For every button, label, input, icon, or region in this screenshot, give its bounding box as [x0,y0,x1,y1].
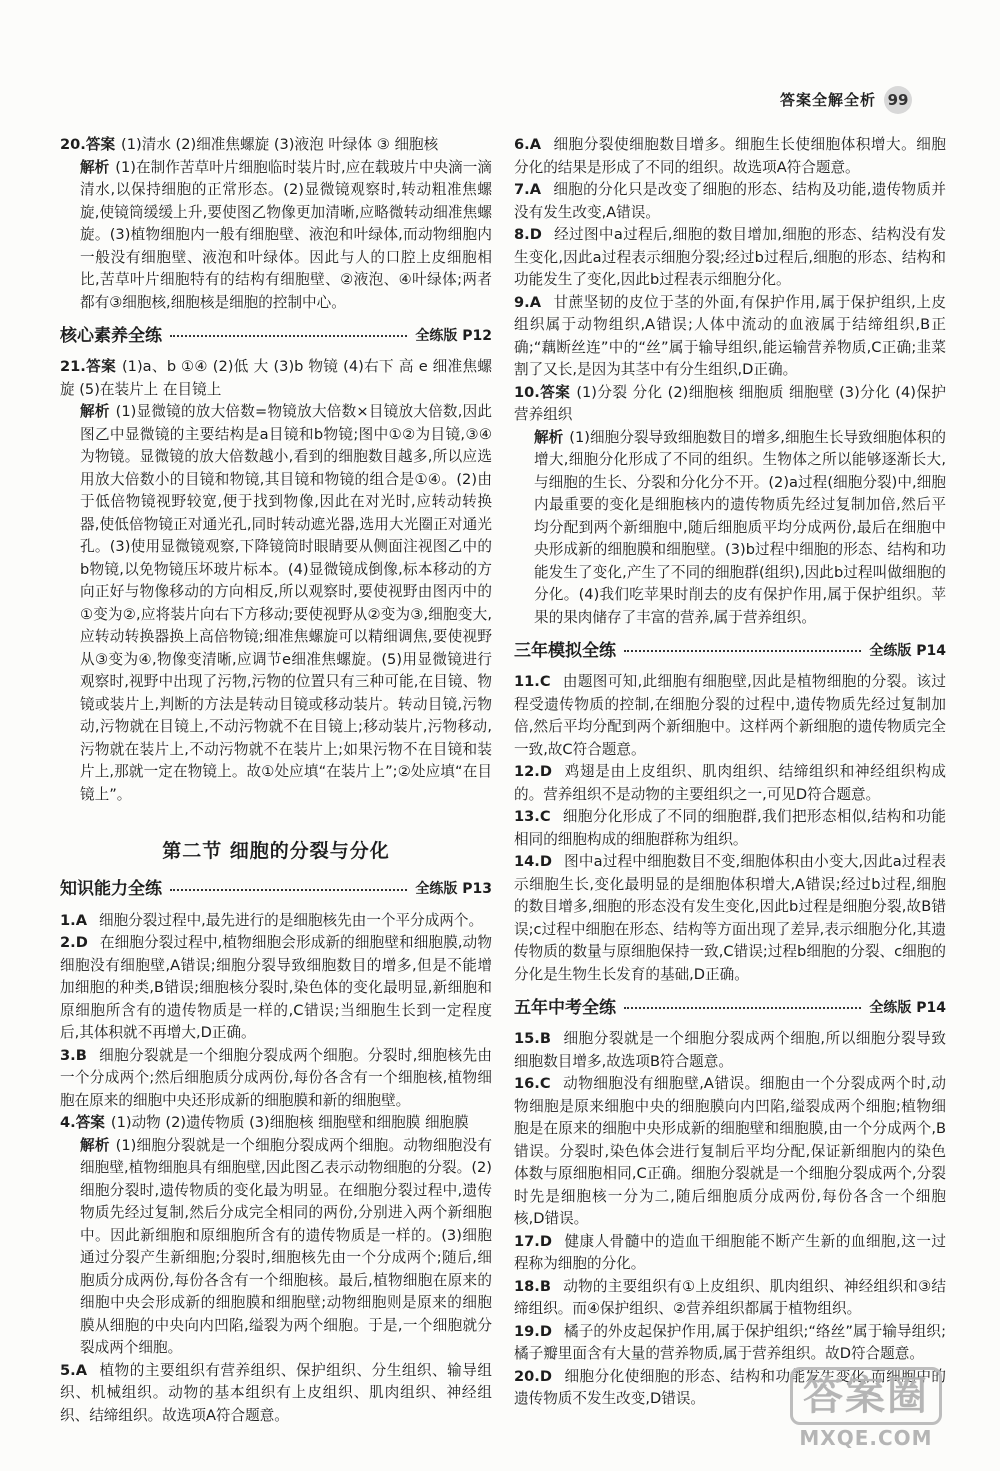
answer-20 [60,134,492,157]
section-header-three-year [514,638,946,664]
answer-19 [514,1321,946,1366]
answer-text: 健康人骨髓中的造血干细胞能不断产生新的血细胞,这一过程称为细胞的分化。 [514,1232,946,1272]
answer-text: 橘子的外皮起保护作用,属于保护组织;“络丝”属于输导组织;橘子瓣里面含有大量的营养物质,属于营养组织。故D符合题意。 [514,1322,946,1362]
answer-text: 细胞的分化只是改变了细胞的形态、结构及功能,遗传物质并没有发生改变,A错误。 [514,181,946,221]
answer-text: 细胞分化使细胞的形态、结构和功能发生变化,而细胞中的遗传物质不发生改变,D错误。 [514,1367,946,1407]
watermark-url: MXQE.COM [799,1425,933,1450]
chapter-title: 第二节 细胞的分裂与分化 [162,840,390,862]
explanation-21 [80,401,492,806]
answer-text: 经过图中a过程后,细胞的数目增加,细胞的形态、结构没有发生变化,因此a过程表示细胞分裂;经过b过程后,细胞的形态、结构和功能发生了变化,因此b过程表示细胞分化。 [514,226,946,288]
answer-6 [514,134,946,179]
answer-text: 细胞分裂使细胞数目增多。细胞生长使细胞体积增大。细胞分化的结果是形成了不同的组织。故选项A符合题意。 [514,136,946,176]
answer-10 [514,382,946,427]
section-divider [170,335,407,337]
answer-number: 8.D [514,226,542,243]
explanation-label: 解析 [534,428,564,446]
answer-number: 12.D [514,763,552,780]
answer-16 [514,1073,946,1231]
explanation-10 [534,427,946,630]
answer-number: 17.D [514,1232,552,1250]
answer-18 [514,1276,946,1321]
answer-number: 18.B [514,1277,551,1295]
section-header-core [60,323,492,349]
answer-2 [60,932,492,1045]
explanation-text: (1)显微镜的放大倍数=物镜放大倍数×目镜放大倍数,因此图乙中显微镜的主要结构是a目镜和b物镜;图中①②为目镜,③④为物镜。显微镜的放大倍数越小,看到的细胞数目越多,所以应选用放大倍数小的目镜和物镜,其目镜和物镜的组合是①④。(2)由于低倍物镜视野较宽,便于找到物像,因此在对光时,应转动转换器,使低倍物镜正对通光孔,同时转动遮光器,选用大光圈正对通光孔。(3)使用显微镜观察,下降镜筒时眼睛要从侧面注视图乙中的b物镜,以免物镜压坏玻片标本。(4)显微镜成倒像,标本移动的方向正好与物像移动的方向相反,所以观察时,要使视野由图丙中的①变为②,应将装片向右下方移动;要使视野从②变为③,细胞变大,应转动转换器换上高倍物镜;细准焦螺旋可以精细调焦,要使视野从③变为④,物像变清晰,应调节e细准焦螺旋。(5)用显微镜进行观察时,视野中出现了污物,污物的位置只有三种可能,在目镜、物镜或装片上,判断的方法是转动目镜或移动装片。转动目镜,污物动,污物就在目镜上,不动污物就不在目镜上;移动装片,污物移动,污物就在装片上,不动污物就不在装片上;如果污物不在目镜和装片上,那就一定在物镜上。故①处应填“在装片上”;②处应填“在目镜上”。 [80,403,492,803]
answer-17 [514,1231,946,1276]
answer-number: 20.D [514,1367,552,1385]
watermark-logo: 答案圈 [790,1367,942,1425]
answer-7 [514,179,946,224]
answer-number: 7.A [514,181,541,198]
answer-number: 19.D [514,1322,552,1340]
answer-number: 3.B [60,1046,87,1064]
section-title: 核心素养全练 [60,325,162,346]
answer-text: 动物细胞没有细胞壁,A错误。细胞由一个分裂成两个时,动物细胞是原来细胞中央的细胞膜向内凹陷,缢裂成两个细胞;植物细胞是在原来的细胞中央形成新的细胞壁和细胞膜,由一个分成两个,B错误。分裂时,染色体会进行复制后平均分配,保证新细胞内的染色体数与原细胞相同,C正确。细胞分裂就是一个细胞分裂成两个,分裂时先是细胞核一分为二,随后细胞质分成两份,每份各含一个细胞核,D错误。 [514,1075,946,1227]
explanation-text: (1)细胞分裂就是一个细胞分裂成两个细胞。动物细胞没有细胞壁,植物细胞具有细胞壁,因此图乙表示动物细胞的分裂。(2)细胞分裂时,遗传物质的变化最为明显。在细胞分裂过程中,遗传物质先经过复制,然后分成完全相同的两份,分别进入两个新细胞中。因此新细胞和原细胞所含有的遗传物质是一样的。(3)细胞通过分裂产生新细胞;分裂时,细胞核先由一个分成两个;随后,细胞质分成两份,每份各含有一个细胞核。最后,植物细胞在原来的细胞中央会形成新的细胞膜和细胞壁;动物细胞则是原来的细胞膜从细胞的中央向内凹陷,缢裂为两个细胞。于是,一个细胞就分裂成两个细胞。 [80,1136,492,1356]
answer-number: 11.C [514,673,551,690]
answer-1 [60,910,492,933]
section-title: 知识能力全练 [60,879,162,900]
answer-text: 细胞分裂过程中,最先进行的是细胞核先由一个平分成两个。 [99,911,484,929]
answer-text: 细胞分化形成了不同的细胞群,我们把形态相似,结构和功能相同的细胞构成的细胞群称为组织。 [514,808,946,848]
explanation-label: 解析 [80,1136,110,1154]
section-header-five-year [514,995,946,1021]
answer-number: 16.C [514,1075,551,1092]
answer-14 [514,851,946,986]
explanation-label: 解析 [80,403,110,420]
section-tag: 全练版 P14 [869,999,946,1016]
explanation-text: (1)细胞分裂导致细胞数目的增多,细胞生长导致细胞体积的增大,细胞分化形成了不同的组织。生物体之所以能够逐渐长大,与细胞的生长、分裂和分化分不开。(2)a过程(细胞分裂)中,细胞内最重要的变化是细胞核内的遗传物质先经过复制加倍,然后平均分配到两个新细胞中,随后细胞质平均分成两份,最后在细胞中央形成新的细胞膜和细胞壁。(3)b过程中细胞的形态、结构和功能发生了变化,产生了不同的细胞群(组织),因此b过程叫做细胞的分化。(4)我们吃苹果时削去的皮有保护作用,属于保护组织。苹果的果肉储存了丰富的营养,属于营养组织。 [534,428,946,626]
answer-text: 鸡翅是由上皮组织、肌肉组织、结缔组织和神经组织构成的。营养组织不是动物的主要组织之一,可见D符合题意。 [514,763,946,803]
section-tag: 全练版 P14 [869,642,946,659]
explanation-20 [80,157,492,315]
section-tag: 全练版 P13 [415,881,492,898]
answer-3 [60,1045,492,1113]
answer-number: 5.A [60,1361,87,1379]
answer-text: (1)清水 (2)细准焦螺旋 (3)液泡 叶绿体 ③ 细胞核 [121,136,439,153]
section-title: 五年中考全练 [514,997,616,1018]
answer-text: 植物的主要组织有营养组织、保护组织、分生组织、输导组织、机械组织。动物的基本组织有上皮组织、肌肉组织、神经组织、结缔组织。故选项A符合题意。 [60,1361,492,1424]
answer-number: 10.答案 [514,383,571,401]
explanation-4 [80,1135,492,1360]
answer-13 [514,806,946,851]
answer-5 [60,1360,492,1428]
answer-text: 动物的主要组织有①上皮组织、肌肉组织、神经组织和③结缔组织。而④保护组织、②营养组织都属于植物组织。 [514,1277,946,1317]
answer-text: 在细胞分裂过程中,植物细胞会形成新的细胞壁和细胞膜,动物细胞没有细胞壁,A错误;细胞分裂导致细胞数目的增多,但是不能增加细胞的种类,B错误;细胞核分裂时,染色体的变化最明显,新细胞和原细胞所含有的遗传物质是一样的,C错误;当细胞生长到一定程度后,其体积就不再增大,D正确。 [60,934,492,1041]
answer-text: 细胞分裂就是一个细胞分裂成两个细胞。分裂时,细胞核先由一个分成两个;然后细胞质分成两份,每份各含有一个细胞核,植物细胞在原来的细胞中央还形成新的细胞膜和新的细胞壁。 [60,1046,492,1109]
answer-text: (1)动物 (2)遗传物质 (3)细胞核 细胞壁和细胞膜 细胞膜 [110,1114,469,1131]
answer-number: 20.答案 [60,136,116,153]
answer-9 [514,292,946,382]
answer-number: 2.D [60,934,88,951]
answer-text: (1)a、b ①④ (2)低 大 (3)b 物镜 (4)右下 高 e 细准焦螺旋 (5)在装片上 在目镜上 [60,358,492,398]
page-number: 99 [884,86,912,114]
answer-8 [514,224,946,292]
answer-number: 6.A [514,136,541,153]
section-tag: 全练版 P12 [415,327,492,344]
explanation-text: (1)在制作苦草叶片细胞临时装片时,应在载玻片中央滴一滴清水,以保持细胞的正常形态。(2)显微镜观察时,转动粗准焦螺旋,使镜筒缓缓上升,要使图乙物像更加清晰,应略微转动细准焦螺旋。(3)植物细胞内一般有细胞壁、液泡和叶绿体,而动物细胞内一般没有细胞壁、液泡和叶绿体。因此与人的口腔上皮细胞相比,苦草叶片细胞特有的结构有细胞壁、②液泡、④叶绿体;两者都有③细胞核,细胞核是细胞的控制中心。 [80,158,492,311]
header-title: 答案全解全析 [779,90,876,109]
section-divider [624,650,861,652]
answer-text: 由题图可知,此细胞有细胞壁,因此是植物细胞的分裂。该过程受遗传物质的控制,在细胞分裂的过程中,遗传物质先经过复制加倍,然后平均分配到两个新细胞中。这样两个新细胞的遗传物质完全一致,故C符合题意。 [514,673,946,758]
answer-15 [514,1028,946,1073]
answer-number: 1.A [60,911,87,929]
answer-12 [514,761,946,806]
answer-text: (1)分裂 分化 (2)细胞核 细胞质 细胞壁 (3)分化 (4)保护 营养组织 [514,383,946,423]
answer-number: 13.C [514,808,551,825]
answer-4 [60,1112,492,1135]
left-column [60,134,492,1427]
section-title: 三年模拟全练 [514,640,616,661]
answer-number: 9.A [514,293,541,311]
answer-number: 4.答案 [60,1114,105,1131]
section-divider [624,1007,861,1009]
answer-text: 细胞分裂就是一个细胞分裂成两个细胞,所以细胞分裂导致细胞数目增多,故选项B符合题意。 [514,1030,946,1070]
section-header-knowledge [60,877,492,903]
answer-21 [60,356,492,401]
section-divider [170,889,407,891]
page-header [780,86,912,114]
watermark [790,1367,942,1450]
answer-number: 15.B [514,1030,551,1047]
explanation-label: 解析 [80,158,110,176]
answer-number: 21.答案 [60,358,116,375]
answer-text: 甘蔗坚韧的皮位于茎的外面,有保护作用,属于保护组织,上皮组织属于动物组织,A错误;人体中流动的血液属于结缔组织,B正确;“藕断丝连”中的“丝”属于输导组织,能运输营养物质,C正确;韭菜割了又长,是因为其茎中有分生组织,D正确。 [514,293,946,378]
right-column [514,134,946,1411]
answer-number: 14.D [514,853,552,870]
answer-text: 图中a过程中细胞数目不变,细胞体积由小变大,因此a过程表示细胞生长,变化最明显的是细胞体积增大,A错误;经过b过程,细胞的数目增多,细胞的形态没有发生变化,因此b过程是细胞分裂,故B错误;c过程中细胞在形态、结构等方面出现了差异,表示细胞分化,其遗传物质的数量与原细胞保持一致,C错误;过程b细胞的分裂、c细胞的分化是生物生长发育的基础,D正确。 [514,853,946,983]
answer-11 [514,671,946,761]
